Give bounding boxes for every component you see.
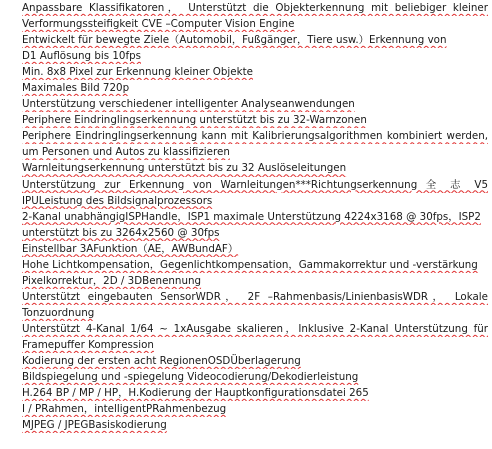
- line-text: Verformungssteifigkeit CVE –Computer Vision Engine: [22, 18, 295, 31]
- line-text: Kodierung der ersten acht RegionenOSDÜberlagerung: [22, 355, 301, 368]
- line-text: I / PRahmen，intelligentPRahmenbezug: [22, 403, 227, 416]
- line-text: 2-Kanal unabhängigISPHandle，ISP1 maximale Unterstützung 4224x3168 @ 30fps，ISP2: [22, 210, 481, 223]
- text-line: [22, 128, 488, 144]
- text-line: [22, 273, 488, 289]
- text-line: [22, 241, 488, 257]
- line-text: Tonzuordnung: [22, 306, 95, 319]
- text-line: [22, 160, 488, 176]
- line-text: Anpassbare Klassifikatoren， Unterstützt die Objekterkennung mit beliebiger kleiner: [22, 2, 488, 14]
- line-text: Periphere Eindringlingserkennung kann mit Kalibrierungsalgorithmen kombiniert werden,: [22, 130, 488, 143]
- line-text: Hohe Lichtkompensation，Gegenlichtkompensation，Gammakorrektur und -verstärkung: [22, 258, 478, 271]
- line-text: Pixelkorrektur，2D / 3DBenennung: [22, 274, 202, 287]
- text-line: [22, 401, 488, 417]
- text-line: [22, 289, 488, 305]
- text-line: [22, 177, 488, 193]
- text-line: [22, 48, 488, 64]
- line-text: Periphere Eindringlingserkennung unterstützt bis zu 32-Warnzonen: [22, 114, 367, 127]
- text-line: [22, 417, 488, 433]
- text-line: [22, 353, 488, 369]
- line-text: Unterstützt eingebauten SensorWDR， 2F –Rahmenbasis/LinienbasisWDR， Lokale: [22, 290, 488, 303]
- line-text: D1 Auflösung bis 10fps: [22, 50, 141, 63]
- text-line: [22, 0, 488, 16]
- line-text: um Personen und Autos zu klassifizieren: [22, 146, 230, 159]
- line-text: Warnleitungserkennung unterstützt bis zu 32 Auslöseleitungen: [22, 162, 347, 175]
- line-text: Entwickelt für bewegte Ziele（Automobil，Fußgänger，Tiere usw.）Erkennung von: [22, 34, 447, 47]
- text-line: [22, 32, 488, 48]
- text-line: [22, 257, 488, 273]
- text-line: [22, 16, 488, 32]
- line-text: Maximales Bild 720p: [22, 82, 130, 95]
- line-text: Unterstützt 4-Kanal 1/64 ~ 1xAusgabe skalieren，Inklusive 2-Kanal Unterstützung für: [22, 322, 488, 335]
- text-line: [22, 96, 488, 112]
- line-text: Einstellbar 3AFunktion（AE，AWBundAF）: [22, 242, 239, 255]
- line-text: MJPEG / JPEGBasiskodierung: [22, 419, 167, 432]
- text-line: [22, 209, 488, 225]
- text-line: [22, 321, 488, 337]
- line-text: Unterstützung verschiedener intelligenter Analyseanwendungen: [22, 98, 355, 111]
- line-text: IPULeistung des Bildsignalprozessors: [22, 194, 213, 207]
- line-text: unterstützt bis zu 3264x2560 @ 30fps: [22, 226, 220, 239]
- text-line: [22, 369, 488, 385]
- text-line: [22, 337, 488, 353]
- line-text: Unterstützung zur Erkennung von Warnleitungen***Richtungserkennung 全 志 V5: [22, 178, 488, 191]
- text-line: [22, 80, 488, 96]
- line-text: H.264 BP / MP / HP，H.Kodierung der Hauptkonfigurationsdatei 265: [22, 387, 369, 400]
- line-text: Bildspiegelung und -spiegelung Videocodierung/Dekodierleistung: [22, 371, 359, 384]
- text-line: [22, 144, 488, 160]
- text-line: [22, 112, 488, 128]
- document-body: [22, 0, 488, 433]
- text-line: [22, 225, 488, 241]
- text-line: [22, 193, 488, 209]
- text-line: [22, 305, 488, 321]
- line-text: Min. 8x8 Pixel zur Erkennung kleiner Objekte: [22, 66, 253, 79]
- text-line: [22, 385, 488, 401]
- line-text: Framepuffer Kompression: [22, 338, 154, 351]
- text-line: [22, 64, 488, 80]
